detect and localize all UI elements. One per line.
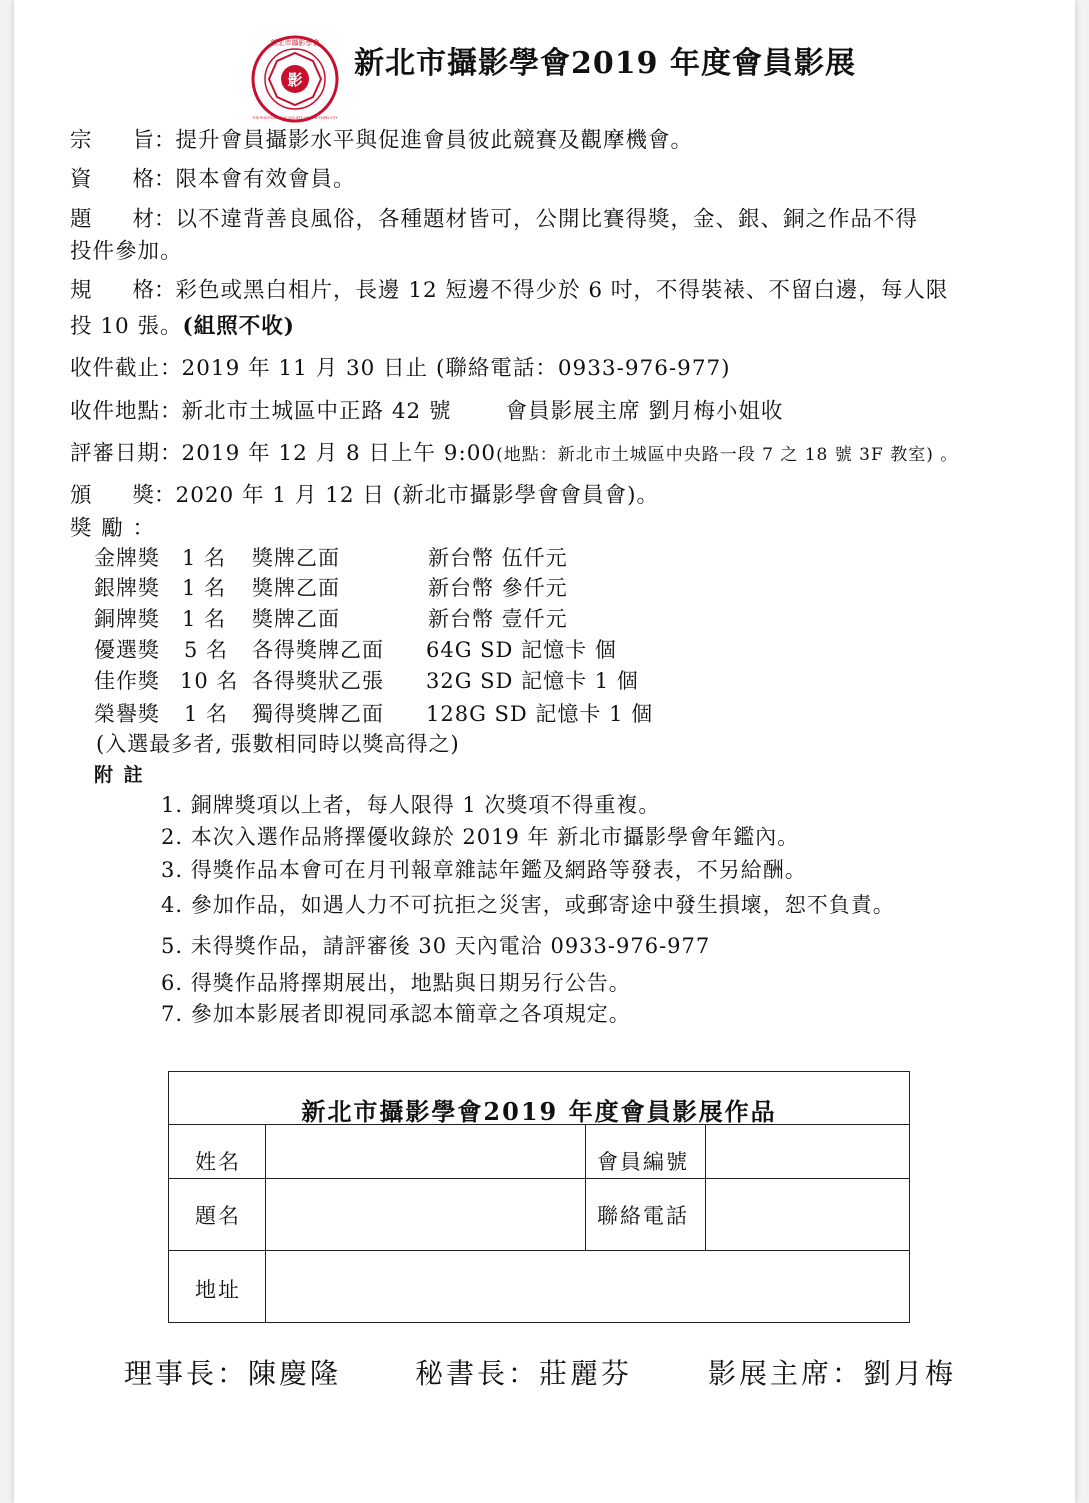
signature-secretary: 秘書長：莊麗芬: [415, 1357, 633, 1390]
entry-form: [168, 1071, 910, 1323]
address-field[interactable]: [267, 1252, 907, 1322]
rule-label: 頒獎: [70, 483, 154, 508]
rule-label: 規格: [70, 278, 154, 303]
rule-value-small: (地點：新北市土城區中央路一段 7 之 18 號 3F 教室) 。: [496, 445, 959, 465]
phone-field[interactable]: [707, 1180, 907, 1250]
rule-value: 以不違背善良風俗，各種題材皆可，公開比賽得獎，金、銀、銅之作品不得: [175, 207, 919, 232]
member-no-label: 會員編號: [597, 1150, 689, 1174]
society-logo: [250, 34, 340, 124]
note-item: 3. 得獎作品本會可在月刊報章雜誌年鑑及網路等發表，不另給酬。: [161, 858, 807, 882]
rule-judging-date: 評審日期：2019 年 12 月 8 日上午 9:00(地點：新北市土城區中央路一段 7 之 18 號 3F 教室) 。: [70, 439, 958, 470]
rule-deadline: 收件截止：2019 年 11 月 30 日止 (聯絡電話：0933-976-977): [70, 354, 731, 384]
logo-ring-text: 新北市攝影學會: [270, 39, 320, 47]
rule-format: 規格：彩色或黑白相片，長邊 12 短邊不得少於 6 吋，不得裝裱、不留白邊，每人限: [70, 276, 948, 306]
note-item: 5. 未得獎作品，請評審後 30 天內電洽 0933-976-977: [161, 934, 711, 958]
document-page: 影 新北市攝影學會 THE PHOTOGRAPHIC SOCIETY OF NEW TAIPEI CITY 新北市攝影學會2019 年度會員影展 宗旨：提升會員攝影水平與促進會員彼此競賽及觀摩機會。 資格：限本會有效會員。 題材：以不違背善良風俗，各種題材皆可，公開比賽得獎，金、銀、銅之作品不得 投件參加。 規格：彩色或黑白相片，長邊 12 短邊不得少於 6 吋，不得裝裱、不留白邊，每人限 投 10 張。(組照不收) 收件截止：2019 年 11 月 30 日止 (聯絡電話：0933-976-977) 收件地點：新北市土城區中正路 42 號 會員影展主席 劉月梅小姐收 評審日期：2019 年 12 月 8 日上午 9:00(地點：新北市土城區中央路一段 7 之 18 號 3F 教室) 。 頒獎：2020 年 1 月 12 日 (新北市攝影學會會員會)。 獎勵： 金牌獎 1 名 獎牌乙面 新台幣 伍仟元 銀牌獎 1 名 獎牌乙面 新台幣 參仟元 銅牌獎 1 名 獎牌乙面 新台幣 壹仟元 優選獎 5 名 各得獎牌乙面 64G SD 記憶卡 個 佳作獎 10 名 各得獎狀乙張 32G SD 記憶卡 1 個 榮譽獎 1 名 獨得獎牌乙面 128G SD 記憶卡 1 個 (入選最多者, 張數相同時以獎高得之) 附 註 1. 銅牌獎項以上者，每人限得 1 次獎項不得重複。 2. 本次入選作品將擇優收錄於 2019 年 新北市攝影學會年鑑內。 3. 得獎作品本會可在月刊報章雜誌年鑑及網路等發表，不另給酬。 4. 參加作品，如遇人力不可抗拒之災害，或郵寄途中發生損壞，恕不負責。 5. 未得獎作品，請評審後 30 天內電洽 0933-976-977 6. 得獎作品將擇期展出，地點與日期另行公告。 7. 參加本影展者即視同承認本簡章之各項規定。 新北市攝影學會2019 年度會員影展作品 姓名 會員編號 題名 聯絡電話 地址 理事長：陳慶隆 秘書長：莊麗芬 影展主席：劉月梅: [14, 0, 1075, 1503]
work-title-field[interactable]: [267, 1180, 583, 1250]
document-title: 新北市攝影學會2019 年度會員影展: [354, 46, 856, 81]
rule-subject-cont: [70, 237, 183, 267]
notes-label: 附 註: [94, 764, 145, 786]
rule-label: 收件截止: [70, 356, 161, 381]
rule-format-cont: [70, 312, 295, 342]
phone-label: 聯絡電話: [597, 1204, 689, 1228]
signature-chairman: 理事長：陳慶隆: [124, 1357, 342, 1390]
rule-eligibility: 資格：限本會有效會員。: [70, 165, 356, 195]
rule-value-cont: 投件參加。: [70, 239, 183, 264]
note-item: 2. 本次入選作品將擇優收錄於 2019 年 新北市攝影學會年鑑內。: [161, 825, 800, 849]
rule-value: 提升會員攝影水平與促進會員彼此競賽及觀摩機會。: [175, 128, 694, 153]
note-item: 6. 得獎作品將擇期展出，地點與日期另行公告。: [161, 971, 631, 995]
logo-center-glyph: 影: [287, 71, 303, 89]
note-item: 4. 參加作品，如遇人力不可抗拒之災害，或郵寄途中發生損壞，恕不負責。: [161, 893, 895, 917]
rule-subject: 題材：以不違背善良風俗，各種題材皆可，公開比賽得獎，金、銀、銅之作品不得: [70, 205, 918, 235]
rule-label: 評審日期: [70, 441, 161, 466]
signature-exhibition-chair: 影展主席：劉月梅: [708, 1357, 957, 1390]
entry-form-title: 新北市攝影學會2019 年度會員影展作品: [301, 1097, 777, 1126]
rule-value: 2019 年 11 月 30 日止 (聯絡電話：0933-976-977): [181, 356, 731, 381]
rule-value: 彩色或黑白相片，長邊 12 短邊不得少於 6 吋，不得裝裱、不留白邊，每人限: [175, 278, 949, 303]
rule-value: 限本會有效會員。: [175, 167, 356, 192]
rule-label: 題材: [70, 207, 154, 232]
name-label: 姓名: [195, 1150, 241, 1174]
rule-label: 收件地點: [70, 399, 161, 424]
rule-value: 2020 年 1 月 12 日 (新北市攝影學會會員會)。: [175, 483, 660, 508]
note-item: 1. 銅牌獎項以上者，每人限得 1 次獎項不得重複。: [161, 793, 661, 817]
member-no-field[interactable]: [707, 1126, 907, 1178]
rule-value: 新北市土城區中正路 42 號: [181, 399, 452, 424]
rule-award-ceremony: 頒獎：2020 年 1 月 12 日 (新北市攝影學會會員會)。: [70, 481, 659, 511]
awards-label: 獎勵：: [70, 516, 154, 541]
rule-label: 資格: [70, 167, 154, 192]
awards-footnote: (入選最多者, 張數相同時以獎高得之): [96, 732, 460, 756]
work-title-label: 題名: [195, 1204, 241, 1228]
name-field[interactable]: [267, 1126, 583, 1178]
rule-value: 2019 年 12 月 8 日上午 9:00: [181, 441, 497, 466]
rule-purpose: 宗旨：提升會員攝影水平與促進會員彼此競賽及觀摩機會。: [70, 126, 693, 156]
note-item: 7. 參加本影展者即視同承認本簡章之各項規定。: [161, 1002, 631, 1026]
rule-value-cont: 投 10 張。: [70, 314, 183, 339]
rule-value-extra: 會員影展主席 劉月梅小姐收: [505, 399, 784, 424]
logo-ring-text-en: THE PHOTOGRAPHIC SOCIETY OF NEW TAIPEI CITY: [252, 116, 338, 120]
rule-submit-location: 收件地點：新北市土城區中正路 42 號 會員影展主席 劉月梅小姐收: [70, 397, 783, 427]
address-label: 地址: [195, 1278, 241, 1302]
rule-value-bold: (組照不收): [182, 314, 295, 339]
rule-label: 宗旨: [70, 128, 154, 153]
